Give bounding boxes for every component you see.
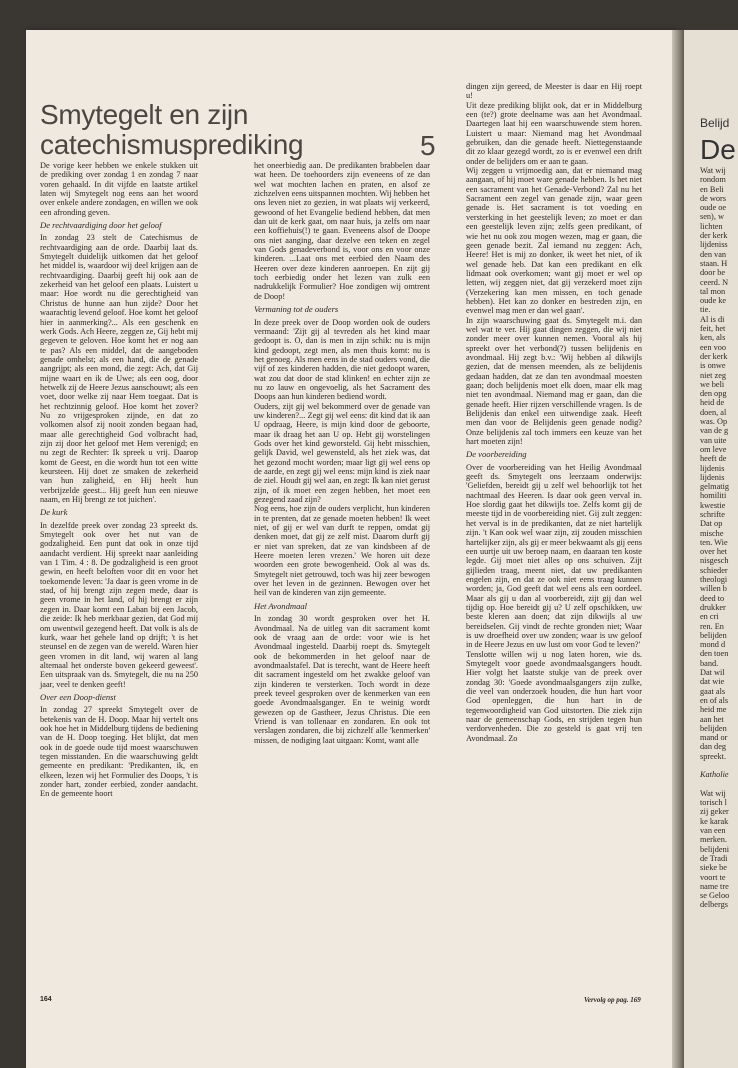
next-page-line: was. Op bbox=[700, 417, 728, 427]
next-page-line: mand or bbox=[700, 733, 728, 743]
next-page-line: ken, als bbox=[700, 333, 726, 343]
paragraph: In zondag 30 wordt gesproken over het H. Avondmaal. Na de uitleg van dit sacrament komt ook de vraag aan de orde: voor wie is het Avondmaal ingesteld. Daarbij roept ds. Smytegelt ook de bekommerden in het geloof naar de avondmaalstafel. Dat is terecht, want de Heere heeft dit sacrament ingesteld om het zwakke geloof van zijn kinderen te versterken. Toch wordt in deze preek teveel gesproken over de kenmerken van een goede Avondmaalsganger. En te weinig wordt gewezen op de Gastheer, Jezus Christus. Die een Vriend is van tollenaar en zondaren. En ook tot verslagen zondaren, die bij zichzelf alle 'kenmerken' missen, de nodiging laat uitgaan: Komt, want alle bbox=[254, 614, 430, 745]
next-page-line: deed to bbox=[700, 593, 725, 603]
next-page-line: dan deg bbox=[700, 742, 727, 752]
next-page-line: tal mon bbox=[700, 286, 726, 296]
continued-note: Vervolg op pag. 169 bbox=[584, 996, 641, 1004]
next-page-line: lijdenis bbox=[700, 463, 725, 473]
section-heading: Vermaning tot de ouders bbox=[254, 304, 339, 315]
next-page-line: zij geker bbox=[700, 807, 729, 817]
next-page-line: theologi bbox=[700, 575, 728, 585]
next-page-line: Wat wij bbox=[700, 166, 726, 175]
next-page-line: sen), w bbox=[700, 212, 724, 222]
paragraph: Tenslotte willen wij u nog laten horen, wie ds. Smytegelt voor goede avondmaalsgangers houdt. Hier volgt het laatste stukje van de preek over zondag 30: 'Goede avondmaalsgangers zijn zulke, die veel van onderzoek houden, die hun hart voor God openleggen, die hun hart in de tegenwoordigheid van God uitstorten. Die ziek zijn naar de gemeenschap Gods, en strijden tegen hun verdorvenheden. Die zo gesteld is gaat vrij ten Avondmaal. Zo bbox=[466, 649, 642, 743]
paragraph: het oneerbiedig aan. De predikanten brabbelen daar wat heen. De toehoorders zijn eveneens of ze dan wel wat mochten lachen en praten, en alsof ze zichzelven eens uitspannen mochten. Wij hebben het ons leven niet zo gezien, in wat plaats wij verkeerd, gewoond of het Evangelie bediend hebben, dat men dan uit de kerk gaat, om naar huis, ja zelfs om naar een koffiehuis(!) te gaan. Eveneens alsof de Doope ons niet aanging, daar dezelve een teken en zegel van Gods genadeverbond is, voor ons en voor onze kinderen. ...Laat ons met eerbied den Naam des Heeren over deze kinderen aanroepen. En zijt gij toch eerbiedig onder het lezen van zulk een nadrukkelijk Formulier? Hoe zondigen wij omtrent de Doop! bbox=[254, 161, 430, 301]
text-column-1 bbox=[40, 161, 198, 799]
next-page-line: ten. Wie bbox=[700, 537, 728, 547]
next-page-line: schieder bbox=[700, 565, 728, 575]
next-page-line: ren. En bbox=[700, 621, 724, 631]
next-page-line: heid de bbox=[700, 398, 725, 408]
next-page-line: oude ke bbox=[700, 296, 727, 306]
next-page-line: dat wie bbox=[700, 677, 725, 687]
next-page-line: den toen bbox=[700, 649, 729, 659]
next-page-line: Katholie bbox=[700, 770, 729, 780]
section-heading: De kurk bbox=[40, 507, 68, 518]
next-page-line: van de g bbox=[700, 426, 729, 436]
next-page-line: belijden bbox=[700, 630, 727, 640]
next-page-line: Dat op bbox=[700, 519, 723, 529]
page-number: 164 bbox=[40, 996, 52, 1003]
next-page-line: Dat wil bbox=[700, 668, 725, 678]
article-number: 5 bbox=[420, 130, 436, 161]
next-page-text bbox=[700, 166, 738, 910]
next-page-line: de wors bbox=[700, 193, 727, 203]
next-article-title: De bbox=[700, 134, 736, 165]
next-page-line: Al is di bbox=[700, 314, 725, 324]
next-page-line: nisgesch bbox=[700, 556, 729, 566]
next-page-line: mische bbox=[700, 528, 724, 538]
next-page-line: aan het bbox=[700, 714, 724, 724]
section-heading: De voorbereiding bbox=[466, 449, 527, 460]
article-title-line2: catechismusprediking bbox=[40, 129, 304, 160]
text-column-3 bbox=[466, 82, 642, 743]
paragraph: Ouders, zijt gij wel bekommerd over de genade van uw kinderen?... Zegt gij wel eens: dit kind dat ik aan U opdraag, Heere, is mijn kind door de geboorte, maar ik draag het aan U op. Hebt gij worstelingen Gods over het kind geworsteld. Gij hebt misschien, gelijk David, wel gewensteld, als het ziek was, dat het gezond mocht worden; maar ligt gij wel eens op de aarde, en zegt gij wel eens: mijn kind is ziek naar de ziel. Houdt gij wel aan, en zegt: Ik kan niet gerust zijn, of ik moet een zegen hebben, het moet een gezegend zaad zijn? bbox=[254, 401, 430, 505]
paragraph: Over de voorbereiding van het Heilig Avondmaal geeft ds. Smytegelt ons leerzaam onderwijs: 'Geliefden, bereidt gij u zelf wel behoorlijk tot het nachtmaal des Heeren. Is daar ook geen verval in. Hoe slordig gaat het dikwijls toe. Zelfs komt gij de meeste tijd in de voorbereiding niet. Gij zult zeggen: het verval is in de predikanten, dat ze niet hartelijk zijn. 't Kan ook wel waar zijn, zij zouden misschien hartelijker zijn, als gij er meer bekwaamt als gij eens een uurtje uit uw beroep naam, en daaraan ten koste legde. Gij moet niet alles op ons schuiven. Zijt gijlieden traag, meent niet, dat uw predikanten engelen zijn, en dat ze ook niet eens traag kunnen worden; ja, God geeft dat wel eens als een oordeel. Maar als gij u dan al voorbereidt, zijt gij dan wel tijdig op. Hoe bereidt gij u? U zelf opschikken, uw beste kleren aan doen; dat zijn dikwijls al uw bereidselen. Gij vindt de rechte gronden niet; Waar is uw droefheid over uw zonden; waar is uw geloof in de Heere Jezus en uw lust om voor God te leven?' bbox=[466, 462, 642, 650]
next-page-line: ke karak bbox=[700, 816, 729, 826]
next-page-line: de Tradi bbox=[700, 853, 728, 863]
next-page-line: doen, al bbox=[700, 407, 727, 417]
next-page-line: lichten bbox=[700, 221, 723, 231]
next-page-line bbox=[700, 761, 738, 770]
next-article-kicker: Belijd bbox=[700, 116, 730, 130]
paragraph: In zijn waarschuwing gaat ds. Smytegelt m.i. dan wel wat te ver. Hij gaat dingen zeggen, die wij niet zonder meer over kunnen nemen. Vooral als hij spreekt over het verbond(?) tussen belijdenis en avondmaal. Hij zegt b.v.: 'Wij hebben al dikwijls gezien, dat de mensen meenden, als ze belijdenis gedaan hadden, dat ze dan ten avondmaal moesten gaan; doch belijdenis moet elk doen, maar elk mag niet ten avondmaal. Niemand mag er gaan, dan die genade heeft. Hier rijzen verschillende vragen. Is de Belijdenis dan enkel een uitwendige zaak. Heeft men dan voor de Belijdenis geen genade nodig? Onze belijdenis zal toch immers een keuze van het hart moeten zijn! bbox=[466, 315, 642, 447]
next-page-line: merken. bbox=[700, 835, 727, 845]
paragraph: Nog eens, hoe zijn de ouders verplicht, hun kinderen in te prenten, dat ze genade moeten hebben! Ik weet niet, of gij er wel van durft te reppen, omdat gij denken moet, dat gij ze zelf mist. Daarom durft gij er niet van spreken, dat ze van kindsbeen af de Heere moeten leren vrezen.' We horen uit deze woorden een grote bewogenheid. Ook al was ds. Smytegelt niet getrouwd, toch was hij zeer bewogen over het leven in de gezinnen. Bewogen over het heil van de kinderen van zijn gemeente. bbox=[254, 504, 430, 598]
next-page-line: der kerk bbox=[700, 351, 728, 361]
paragraph: Wij zeggen u vrijmoedig aan, dat er niemand mag aangaan, of hij moet ware genade hebben. Is het niet een sacrament van het Genade-Verbond? Zal nu het Sacrament een zegel van genade zijn, waar geen genade is. Het sacrament is tot voeding en versterking in het geestelijk leven; zo moet er dan een geestelijk leven zijn; zelfs geen predikant, of wie het nu ook zou mogen wezen, mag er gaan, die geen genade bezit. Zal iemand nu zeggen: Ach, Heere! Het is mij zo donker, ik weet het niet, of ik wel genade heb. Dat kan een predikant en elk lidmaat ook overkomen; want gij moet er wel op letten, wij zeggen niet, dat gij verzekerd moet zijn (Verzekering kan men missen, en toch genade hebben). Het kan zo donker en bestreden zijn, en evenwel mag men er dan wel gaan'. bbox=[466, 166, 642, 316]
next-page-line: rondom bbox=[700, 175, 726, 185]
next-page-line: belijden bbox=[700, 723, 727, 733]
next-page-line: torisch l bbox=[700, 798, 727, 808]
next-page-line: kwestie bbox=[700, 500, 726, 510]
next-page-line: en cri bbox=[700, 612, 719, 622]
article-title-line1: Smytegelt en zijn bbox=[40, 99, 249, 130]
next-page-line: een voo bbox=[700, 342, 727, 352]
next-page-line: van een bbox=[700, 826, 726, 836]
article-title bbox=[40, 100, 303, 160]
next-page-line: belijdeni bbox=[700, 844, 730, 854]
next-page-line: gaat als bbox=[700, 686, 726, 696]
paragraph: dingen zijn gereed, de Meester is daar en Hij roept u! bbox=[466, 82, 642, 101]
paragraph: Uit deze prediking blijkt ook, dat er in Middelburg een (te?) grote deelname was aan het Avondmaal. Daartegen laat hij een waarschuwende stem horen. Luistert u maar: Niemand mag het Avondmaal gebruiken, dan die genade heeft. Niettegenstaande dit zo klaar gezegd wordt, zo is er evenwel een drift onder de belijders om er aan te gaan. bbox=[466, 100, 642, 166]
next-page-line: om leve bbox=[700, 444, 727, 454]
next-page-line: feit, het bbox=[700, 324, 726, 334]
paragraph: In zondag 23 stelt de Catechismus de rechtvaardiging aan de orde. Daarbij laat ds. Smytegelt duidelijk uitkomen dat het geloof het middel is, waardoor wij deel krijgen aan de rechtvaardiging. Daarbij geeft hij ook aan de zekerheid van het geloof een plaats. Luistert u maar: Hoe wordt nu die gerechtigheid van Christus de hunne aan hun zijde? Door het waarachtig levend geloof. Hoe komt het geloof hier in aanmerking?... Als een geschenk en werk Gods. Ach Heere, zeggen ze, Gij hebt mij gegeven te geloven. Hoe komt het er nog aan te pas? Als een middel, dat de aangeboden genade omhelst; als een hand, die de genade aangrijpt; als een mond, die zegt: Ach, dat Gij mijne waart en ik de Uwe; als een oog, door hetwelk zij de Heere Jezus aanschouwt; als een voet, door welke zij naar Hem toegaat. Dat is het rechtzinnig geloof. Hoe komt het zover? Nu zo vrijgesproken zijnde, en dat zo volkomen alsof zij nooit zonden begaan had, maar alle gerechtigheid God volbracht had, zijn zij door het geloof met Hem verenigd; en nu zegt de Rechter: Ik spreek u vrij. Daarop komt de Geest, en die wordt hun tot een witte keursteen. Hij doet ze smaken de zekerheid van hun zaligheid, en Hij heelt hun verbrijzelde geest... Hij geeft hun een nieuwe naam, en Hij brengt ze tot juichen'. bbox=[40, 233, 198, 505]
text-column-2 bbox=[254, 161, 430, 745]
next-page-line: drukker bbox=[700, 602, 726, 612]
next-page-line bbox=[700, 780, 738, 789]
next-page-line: door be bbox=[700, 268, 726, 278]
next-page-line: we beli bbox=[700, 379, 725, 389]
paragraph: In zondag 27 spreekt Smytegelt over de betekenis van de H. Doop. Maar hij vertelt ons ook hoe het in Middelburg tijdens de bediening van de H. Doop toeging. Het blijkt, dat men ook in de goede oude tijd moest waarschuwen tegen misstanden. En die waarschuwing geldt gemeente en predikant: 'Predikanten, ik, en elkeen, lezen wij het Formulier des Doops, 't is zonder hart, zonder eerbied, zonder aandacht. En de gemeente hoort bbox=[40, 705, 198, 799]
next-page-line: mond d bbox=[700, 640, 726, 650]
next-page-line: lijdenis bbox=[700, 472, 725, 482]
next-page-line: lijdeniss bbox=[700, 240, 728, 250]
next-page-line: ceerd. N bbox=[700, 277, 729, 287]
next-page-line: delbergs bbox=[700, 900, 728, 910]
next-page-line: der kerk bbox=[700, 231, 728, 241]
next-page-line: spreekt. bbox=[700, 751, 727, 761]
next-page-line: den opg bbox=[700, 389, 727, 399]
paragraph: In deze preek over de Doop worden ook de ouders vermaand: 'Zijt gij al tevreden als het kind maar gedoopt is. O, dan is men in zijn schik: nu is mijn kind gedoopt, zegt men, als men thuis komt: nu is het genoeg. Als men eens in de stad ouders vond, die vijf of zes kinderen hadden, die niet gedoopt waren, wat zou dat door de stad klinken! en echter zijn ze nu zo lauw en ongevoelig, als het Sacrament des Doops aan hun kinderen bediend wordt. bbox=[254, 317, 430, 402]
next-page-line: niet zeg bbox=[700, 370, 727, 380]
next-page-line: schrifte bbox=[700, 509, 725, 519]
next-page-line: voort te bbox=[700, 872, 726, 882]
next-page-line: gelmatig bbox=[700, 482, 730, 492]
next-page-line: en Beli bbox=[700, 184, 724, 194]
next-page-line: tie. bbox=[700, 305, 711, 315]
paragraph: De vorige keer hebben we enkele stukken uit de prediking over zondag 1 en zondag 7 naar voren gehaald. In dit vijfde en laatste artikel laten wij Smytegelt nog eens aan het woord over enkele andere zondagen, en willen we ook een afronding geven. bbox=[40, 161, 198, 217]
next-page-line: homiliti bbox=[700, 491, 727, 501]
paragraph: In dezelfde preek over zondag 23 spreekt ds. Smytegelt ook over het nut van de godzaligheid. Een punt dat ook in onze tijd aandacht verdient. Hij spreekt naar aanleiding van 1 Tim. 4 : 8. De godzaligheid is een groot gewin, en heeft beloften voor dit en voor het toekomende leven: 'Ja daar is geen vrome in de stad, of hij brengt zijn zegen mede, daar is geen vrome in het land, of hij brengt er zijn zegen in. Daar komt een Laban bij een Jacob, die zeide: Ik heb merkbaar gezien, dat God mij om uwentwil gezegend heeft. Dat volk is als de kurk, waar het gehele land op drijft; 't is het steunsel en de zegen van de wereld. Waren hier geen vromen in dit land, wij waren al lang altemaal het onderste boven gekeerd geweest'. Een uitspraak van ds. Smytegelt, die nu na 250 jaar, veel te denken geeft! bbox=[40, 520, 198, 689]
next-page-line: name tre bbox=[700, 881, 729, 891]
next-page-line: oude oe bbox=[700, 203, 727, 213]
next-page-line: willen b bbox=[700, 584, 727, 594]
next-page-line: staan. H bbox=[700, 258, 728, 268]
next-page-line: heeft de bbox=[700, 454, 727, 464]
next-page-line: van uite bbox=[700, 435, 727, 445]
next-page-line: se Geloo bbox=[700, 891, 730, 901]
next-page-line: over het bbox=[700, 547, 727, 557]
section-heading: De rechtvaardiging door het geloof bbox=[40, 220, 162, 231]
next-page-line: band. bbox=[700, 658, 719, 668]
next-page-line: is onwe bbox=[700, 361, 726, 371]
next-page-line: sieke be bbox=[700, 863, 727, 873]
next-page-line: Wat wij bbox=[700, 788, 726, 798]
section-heading: Het Avondmaal bbox=[254, 600, 308, 611]
next-page-line: den van bbox=[700, 249, 727, 259]
next-page-line: heid me bbox=[700, 705, 727, 715]
section-heading: Over een Doop-dienst bbox=[40, 691, 116, 702]
next-page-line: en of als bbox=[700, 695, 729, 705]
